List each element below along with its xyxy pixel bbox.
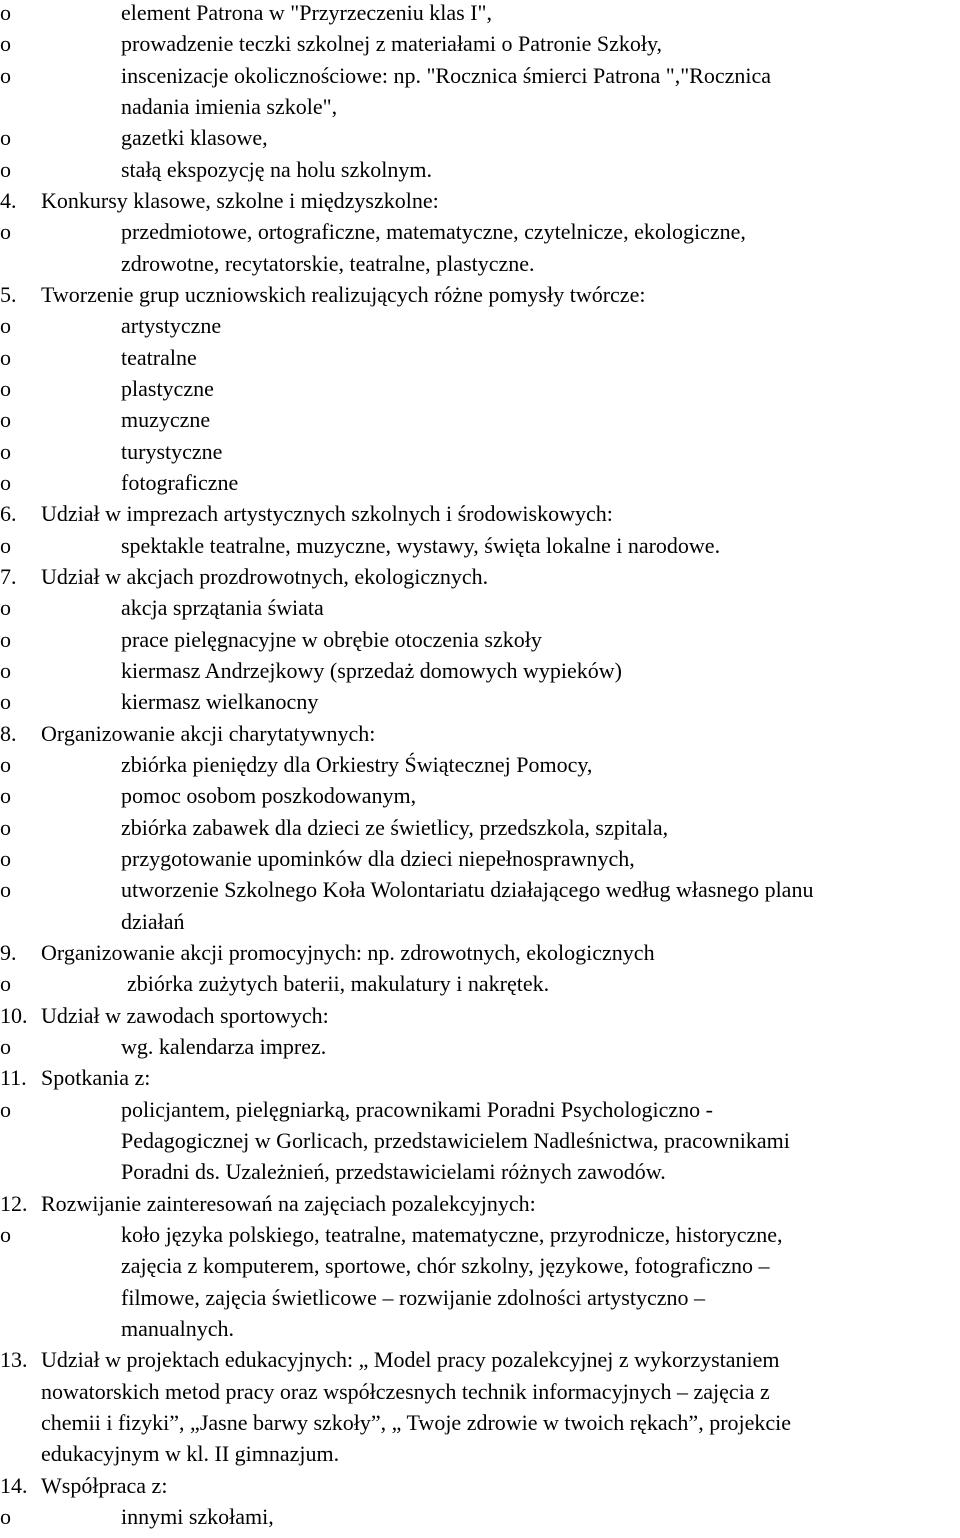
bullet-item-line: Pedagogicznej w Gorlicach, przedstawicielem Nadleśnictwa, pracownikami [121, 1127, 790, 1153]
bullet-item-line: zbiórka zużytych baterii, makulatury i nakrętek. [127, 971, 550, 997]
bullet-item-line: gazetki klasowe, [121, 125, 268, 151]
bullet-marker: o [0, 344, 11, 370]
bullet-marker: o [0, 1503, 11, 1529]
list-number: 14. [0, 1472, 28, 1498]
bullet-item-line: przygotowanie upominków dla dzieci niepełnosprawnych, [121, 845, 635, 871]
numbered-item-line: Udział w akcjach prozdrowotnych, ekologicznych. [41, 563, 489, 589]
bullet-marker: o [0, 438, 11, 464]
numbered-item-line: Udział w imprezach artystycznych szkolnych i środowiskowych: [41, 501, 613, 527]
numbered-item-line: Organizowanie akcji charytatywnych: [41, 720, 376, 746]
list-number: 13. [0, 1347, 28, 1373]
bullet-item-line: muzyczne [121, 407, 211, 433]
bullet-marker: o [0, 1033, 11, 1059]
bullet-item-line: wg. kalendarza imprez. [121, 1033, 327, 1059]
bullet-marker: o [0, 657, 11, 683]
bullet-marker: o [0, 469, 11, 495]
bullet-marker: o [0, 814, 11, 840]
bullet-item-line: Poradni ds. Uzależnień, przedstawicielami różnych zawodów. [121, 1159, 666, 1185]
bullet-item-line: fotograficzne [121, 469, 239, 495]
bullet-item-line: akcja sprzątania świata [121, 595, 324, 621]
numbered-item-line: Rozwijanie zainteresowań na zajęciach pozalekcyjnych: [41, 1190, 536, 1216]
list-number: 9. [0, 939, 17, 965]
numbered-item-line: edukacyjnym w kl. II gimnazjum. [41, 1441, 340, 1467]
bullet-marker: o [0, 375, 11, 401]
list-number: 8. [0, 720, 17, 746]
bullet-item-line: nadania imienia szkole", [121, 93, 338, 119]
list-number: 6. [0, 501, 17, 527]
bullet-item-line: policjantem, pielęgniarką, pracownikami Poradni Psychologiczno - [121, 1096, 714, 1122]
bullet-item-line: zbiórka zabawek dla dzieci ze świetlicy, przedszkola, szpitala, [121, 814, 669, 840]
numbered-item-line: Udział w projektach edukacyjnych: „ Model pracy pozalekcyjnej z wykorzystaniem [41, 1347, 780, 1373]
numbered-item-line: chemii i fizyki”, „Jasne barwy szkoły”, „ Twoje zdrowie w twoich rękach”, projekcie [41, 1409, 792, 1435]
bullet-item-line: zbiórka pieniędzy dla Orkiestry Świątecznej Pomocy, [121, 751, 593, 777]
bullet-marker: o [0, 313, 11, 339]
list-number: 11. [0, 1065, 27, 1091]
bullet-item-line: prowadzenie teczki szkolnej z materiałami o Patronie Szkoły, [121, 31, 663, 57]
numbered-item-line: Współpraca z: [41, 1472, 168, 1498]
bullet-marker: o [0, 783, 11, 809]
bullet-item-line: artystyczne [121, 313, 222, 339]
list-number: 12. [0, 1190, 28, 1216]
numbered-item-line: Organizowanie akcji promocyjnych: np. zdrowotnych, ekologicznych [41, 939, 655, 965]
bullet-marker: o [0, 689, 11, 715]
bullet-item-line: koło języka polskiego, teatralne, matematyczne, przyrodnicze, historyczne, [121, 1221, 783, 1247]
bullet-item-line: zajęcia z komputerem, sportowe, chór szkolny, językowe, fotograficzno – [121, 1253, 770, 1279]
numbered-item-line: nowatorskich metod pracy oraz współczesnych technik informacyjnych – zajęcia z [41, 1378, 770, 1404]
list-number: 10. [0, 1002, 28, 1028]
bullet-item-line: filmowe, zajęcia świetlicowe – rozwijanie zdolności artystyczno – [121, 1284, 706, 1310]
bullet-item-line: stałą ekspozycję na holu szkolnym. [121, 156, 432, 182]
bullet-marker: o [0, 877, 11, 903]
bullet-item-line: manualnych. [121, 1315, 235, 1341]
bullet-marker: o [0, 156, 11, 182]
numbered-item-line: Konkursy klasowe, szkolne i międzyszkolne: [41, 187, 439, 213]
bullet-item-line: kiermasz Andrzejkowy (sprzedaż domowych wypieków) [121, 657, 622, 683]
bullet-marker: o [0, 532, 11, 558]
numbered-item-line: Udział w zawodach sportowych: [41, 1002, 329, 1028]
bullet-marker: o [0, 626, 11, 652]
bullet-item-line: element Patrona w "Przyrzeczeniu klas I", [121, 0, 493, 25]
bullet-item-line: kiermasz wielkanocny [121, 689, 319, 715]
bullet-item-line: zdrowotne, recytatorskie, teatralne, plastyczne. [121, 250, 535, 276]
numbered-item-line: Tworzenie grup uczniowskich realizujących różne pomysły twórcze: [41, 281, 646, 307]
bullet-marker: o [0, 971, 11, 997]
bullet-item-line: działań [121, 908, 185, 934]
bullet-marker: o [0, 407, 11, 433]
bullet-marker: o [0, 125, 11, 151]
numbered-item-line: Spotkania z: [41, 1065, 151, 1091]
bullet-item-line: innymi szkołami, [121, 1503, 274, 1529]
list-number: 4. [0, 187, 17, 213]
bullet-item-line: spektakle teatralne, muzyczne, wystawy, święta lokalne i narodowe. [121, 532, 721, 558]
bullet-item-line: przedmiotowe, ortograficzne, matematyczne, czytelnicze, ekologiczne, [121, 219, 746, 245]
bullet-item-line: plastyczne [121, 375, 214, 401]
bullet-marker: o [0, 595, 11, 621]
bullet-item-line: teatralne [121, 344, 197, 370]
bullet-marker: o [0, 219, 11, 245]
list-number: 5. [0, 281, 17, 307]
bullet-marker: o [0, 31, 11, 57]
bullet-marker: o [0, 1221, 11, 1247]
bullet-marker: o [0, 1096, 11, 1122]
bullet-item-line: turystyczne [121, 438, 223, 464]
bullet-marker: o [0, 0, 11, 25]
bullet-item-line: prace pielęgnacyjne w obrębie otoczenia szkoły [121, 626, 542, 652]
bullet-marker: o [0, 62, 11, 88]
bullet-marker: o [0, 751, 11, 777]
bullet-item-line: pomoc osobom poszkodowanym, [121, 783, 417, 809]
bullet-marker: o [0, 845, 11, 871]
list-number: 7. [0, 563, 17, 589]
bullet-item-line: inscenizacje okolicznościowe: np. "Rocznica śmierci Patrona ","Rocznica [121, 62, 772, 88]
bullet-item-line: utworzenie Szkolnego Koła Wolontariatu działającego według własnego planu [121, 877, 814, 903]
